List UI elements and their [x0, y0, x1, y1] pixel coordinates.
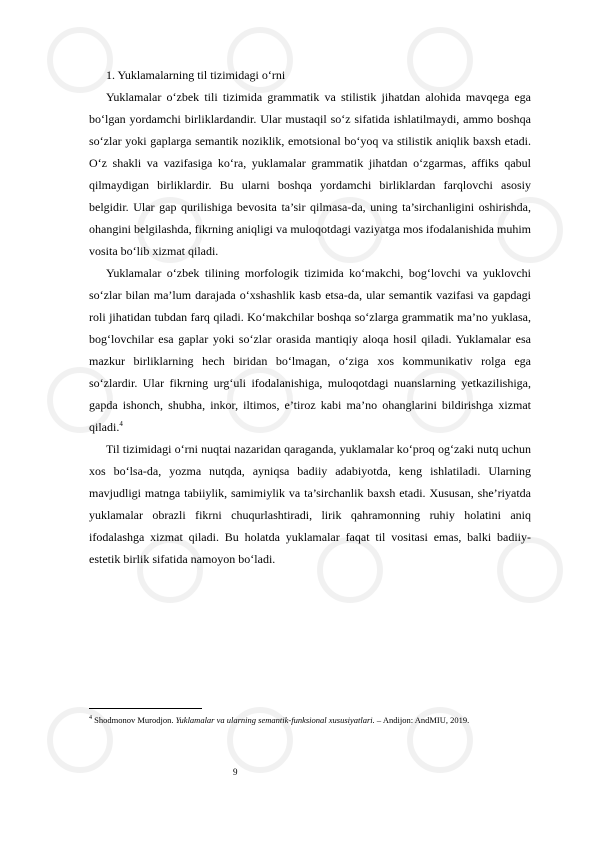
page-number: 9 [233, 767, 238, 777]
footnote-reference[interactable]: 4 [119, 420, 123, 428]
footnote-title: Yuklamalar va ularning semantik-funksional xususiyatlari. [175, 715, 375, 725]
paragraph-2-text: Yuklamalar o‘zbek tilining morfologik tizimida ko‘makchi, bog‘lovchi va yuklovchi so‘zlar bilan ma’lum darajada o‘xshashlik kasb etsa-da, ular semantik vazifasi va gapdagi roli jihatidan tubdan farq qiladi. Ko‘makchilar boshqa so‘zlarga grammatik ma’no yuklasa, bog‘lovchilar esa gaplar yoki so‘zlar orasida mantiqiy aloqa hosil qiladi. Yuklamalar esa mazkur birliklarning hech biridan bo‘lmagan, o‘ziga xos kommunikativ rolga ega so‘zlardir. Ular fikrning urg‘uli ifodalanishiga, muloqotdagi nuanslarning yetkazilishiga, gapda ishonch, shubha, inkor, iltimos, e’tiroz kabi ma’no ohanglarini bildirishga xizmat qiladi. [89, 266, 531, 434]
paragraph-3-text: Til tizimidagi o‘rni nuqtai nazaridan qaraganda, yuklamalar ko‘proq og‘zaki nutq uchun xos bo‘lsa-da, yozma nutqda, ayniqsa badiiy adabiyotda, keng ishlatiladi. Ularning mavjudligi matnga tabiiylik, samimiylik va ta’sirchanlik baxsh etadi. Xususan, she’riyatda yuklamalar obrazli fikrni chuqurlashtiradi, lirik qahramonning ruhiy holatini aniq ifodalashga xizmat qiladi. Bu holatda yuklamalar faqat til vositasi emas, balki badiiy-estetik birlik sifatida namoyon bo‘ladi. [89, 442, 531, 566]
footnote-mark: 4 [89, 715, 92, 722]
footnote-author: Shodmonov Murodjon. [94, 715, 174, 725]
section-heading: 1. Yuklamalarning til tizimidagi o‘rni [106, 68, 286, 82]
footnote-publisher: – Andijon: AndMIU, 2019. [376, 715, 470, 725]
footnote [89, 711, 531, 730]
footnote-separator [89, 708, 202, 709]
paragraph-2 [89, 262, 531, 438]
paragraph-3 [89, 438, 531, 570]
main-text [89, 64, 531, 570]
paragraph-1-text: Yuklamalar o‘zbek tili tizimida grammatik va stilistik jihatdan alohida mavqega ega bo‘lgan yordamchi birliklardandir. Ular mustaqil so‘z sifatida ishlatilmaydi, ammo boshqa so‘zlar yoki gaplarga semantik noziklik, emotsional bo‘yoq va stilistik aniqlik baxsh etadi. O‘z shakli va vazifasiga ko‘ra, yuklamalar grammatik jihatdan o‘zgarmas, affiks qabul qilmaydigan birliklardir. Bu ularni boshqa yordamchi birliklardan farqlovchi asosiy belgidir. Ular gap qurilishiga bevosita ta’sir qilmasa-da, uning ta’sirchanligini oshirishda, ohangini belgilashda, fikrning aniqligi va muloqotdagi vaziyatga mos ifodalanishida muhim vosita bo‘lib xizmat qiladi. [89, 90, 531, 258]
paragraph-1 [89, 86, 531, 262]
